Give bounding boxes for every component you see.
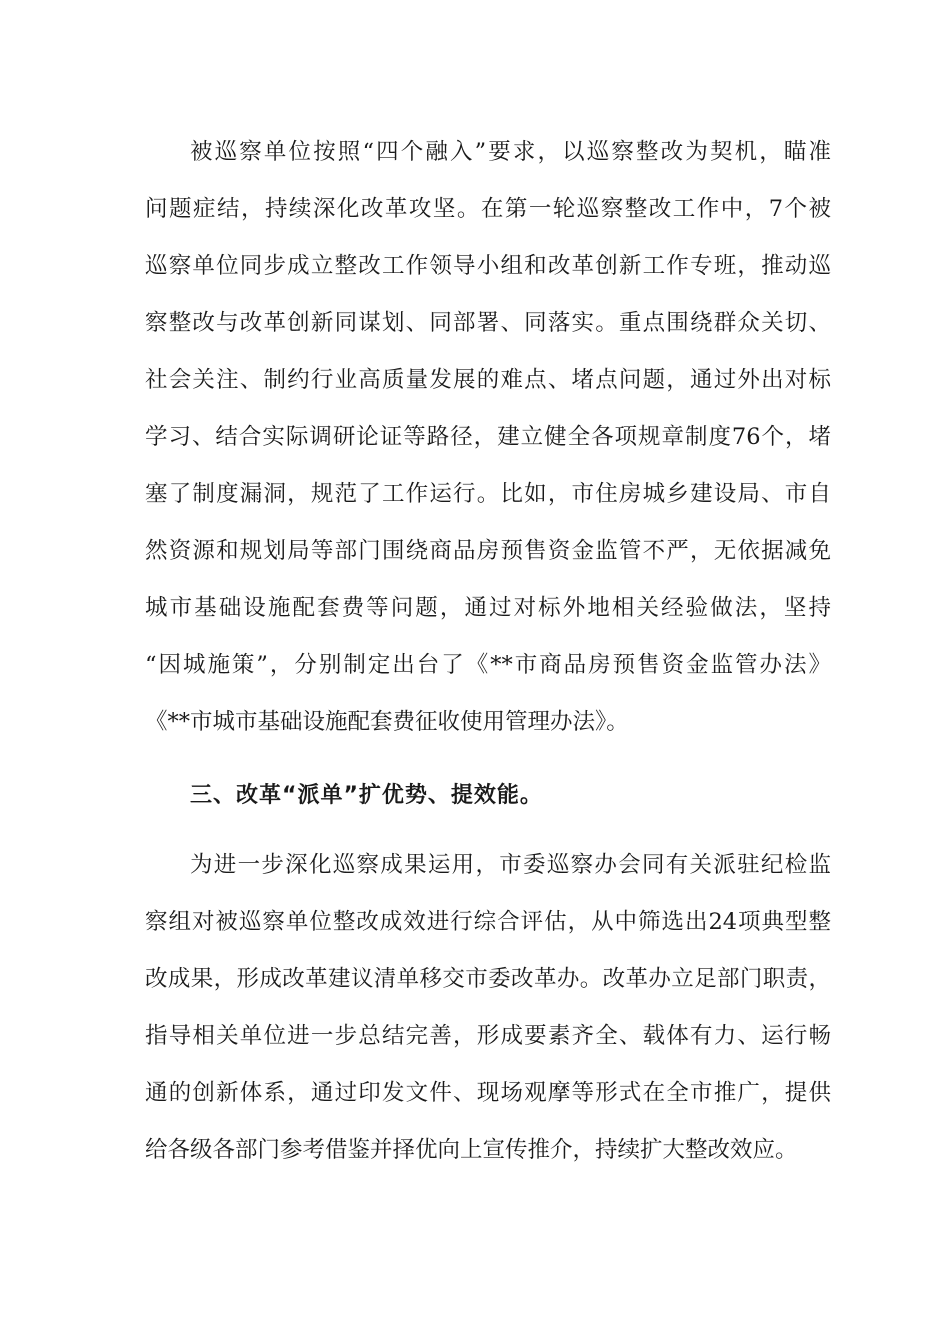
paragraph-line: 塞了制度漏洞，规范了工作运行。比如，市住房城乡建设局、市自	[145, 481, 831, 507]
paragraph-line: 学习、结合实际调研论证等路径，建立健全各项规章制度76个，堵	[145, 424, 831, 450]
paragraph-line: 给各级各部门参考借鉴并择优向上宣传推介，持续扩大整改效应。	[145, 1137, 798, 1163]
paragraph-line: 然资源和规划局等部门围绕商品房预售资金监管不严，无依据减免	[145, 538, 831, 564]
paragraph-line: 为进一步深化巡察成果运用，市委巡察办会同有关派驻纪检监	[190, 852, 831, 878]
paragraph-line: 城市基础设施配套费等问题，通过对标外地相关经验做法，坚持	[145, 595, 831, 621]
paragraph-line: 问题症结，持续深化改革攻坚。在第一轮巡察整改工作中，7个被	[145, 196, 831, 222]
paragraph-line: 指导相关单位进一步总结完善，形成要素齐全、载体有力、运行畅	[145, 1023, 831, 1049]
section-heading: 三、改革“派单”扩优势、提效能。	[190, 783, 543, 808]
paragraph-line: 通的创新体系，通过印发文件、现场观摩等形式在全市推广，提供	[145, 1080, 831, 1106]
paragraph-line: “因城施策”，分别制定出台了《**市商品房预售资金监管办法》	[145, 652, 831, 678]
paragraph-line: 社会关注、制约行业高质量发展的难点、堵点问题，通过外出对标	[145, 367, 831, 393]
paragraph-line: 察整改与改革创新同谋划、同部署、同落实。重点围绕群众关切、	[145, 310, 831, 336]
paragraph-line: 改成果，形成改革建议清单移交市委改革办。改革办立足部门职责，	[145, 966, 831, 992]
paragraph-line: 被巡察单位按照“四个融入”要求，以巡察整改为契机，瞄准	[190, 139, 831, 165]
paragraph-line: 巡察单位同步成立整改工作领导小组和改革创新工作专班，推动巡	[145, 253, 831, 279]
paragraph-line: 《**市城市基础设施配套费征收使用管理办法》。	[145, 709, 629, 735]
paragraph-line: 察组对被巡察单位整改成效进行综合评估，从中筛选出24项典型整	[145, 909, 831, 935]
